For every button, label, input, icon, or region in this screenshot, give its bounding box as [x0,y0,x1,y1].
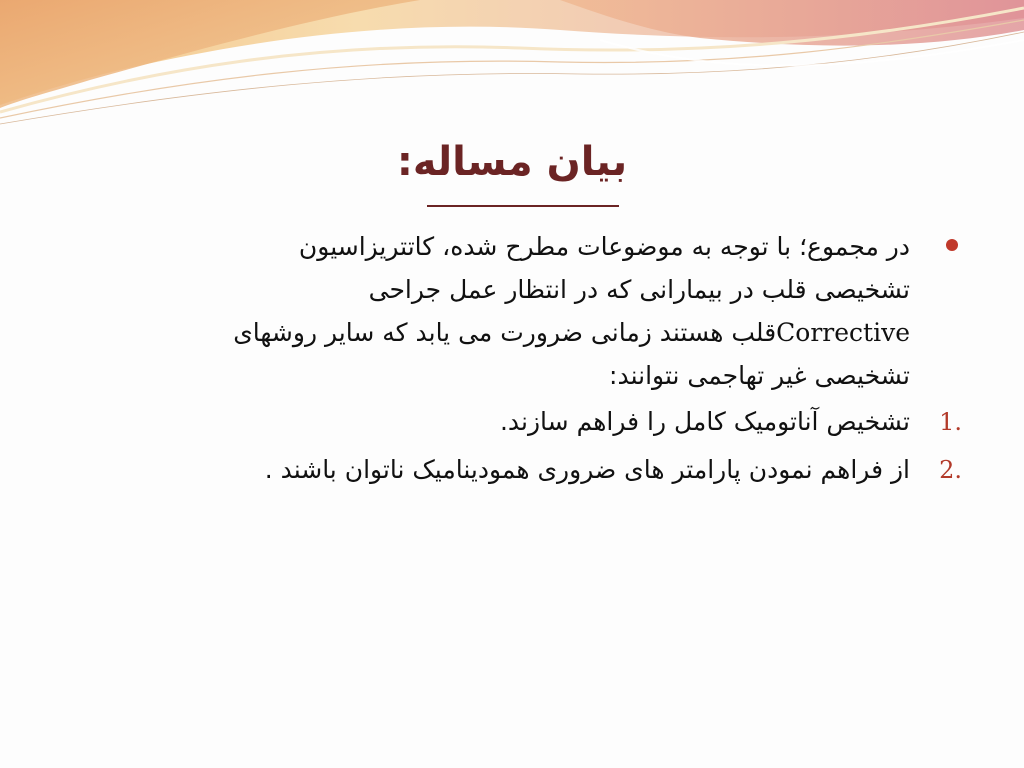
bullet-line-3-text: قلب هستند زمانی ضرورت می یابد که سایر روشهای [233,318,777,347]
content-body [100,225,970,493]
numbered-item-1 [100,399,970,445]
header-wave-decoration [0,0,1024,130]
bullet-line-4: تشخیصی غیر تهاجمی نتوانند: [609,361,910,390]
bullet-line-1: در مجموع؛ با توجه به موضوعات مطرح شده، کاتتریزاسیون [298,232,910,261]
numbered-marker-2: 2. [939,456,962,484]
bullet-line-2: تشخیصی قلب در بیمارانی که در انتظار عمل جراحی [368,275,910,304]
numbered-marker-1: 1. [939,408,962,436]
numbered-text-2: از فراهم نمودن پارامتر های ضروری همودینامیک ناتوان باشند . [264,455,910,484]
slide-title: بیان مساله: [396,139,628,185]
numbered-item-2 [100,447,970,493]
bullet-latin-term: Corrective [776,318,910,347]
bullet-paragraph [100,225,970,397]
title-underline [427,205,619,207]
bullet-dot-icon [946,239,958,251]
bullet-line-3 [100,311,910,354]
numbered-text-1: تشخیص آناتومیک کامل را فراهم سازند. [499,407,910,436]
